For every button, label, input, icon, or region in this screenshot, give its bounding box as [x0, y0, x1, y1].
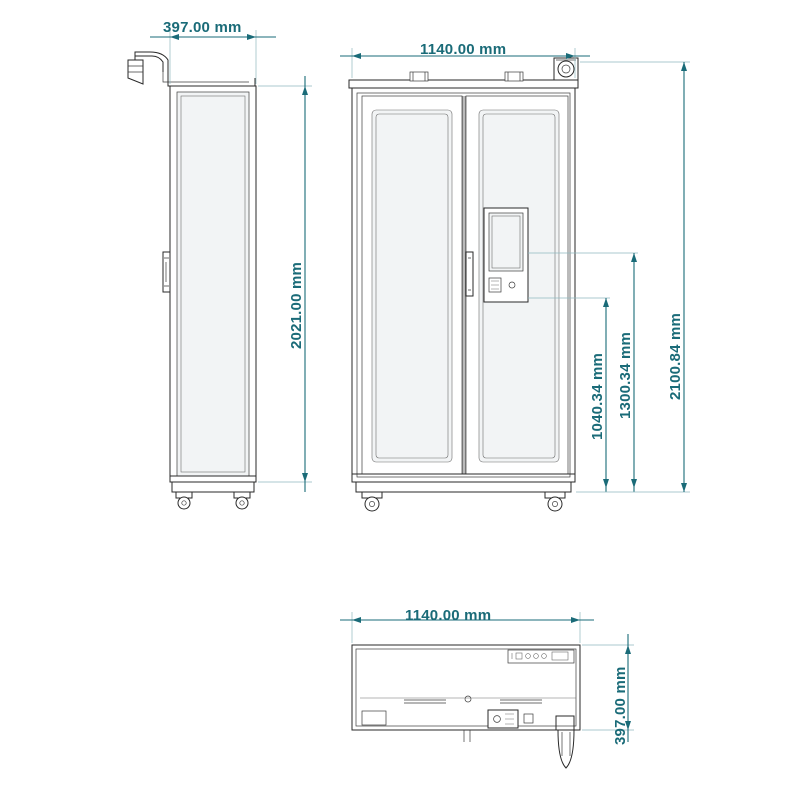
dim-label-front-total-height: 2100.84 mm: [667, 312, 684, 400]
top-view-geometry: [340, 612, 634, 768]
dim-label-top-depth: 397.00 mm: [612, 666, 629, 745]
side-view-geometry: [128, 30, 312, 509]
dim-label-top-width: 1140.00 mm: [405, 607, 492, 624]
dim-label-side-width: 397.00 mm: [163, 19, 242, 36]
dim-label-front-panel-height-inner: 1040.34 mm: [589, 352, 606, 440]
dim-label-front-width: 1140.00 mm: [420, 41, 507, 58]
dim-label-front-panel-height-outer: 1300.34 mm: [617, 331, 634, 419]
dim-label-side-height: 2021.00 mm: [288, 261, 305, 349]
front-view-geometry: [340, 48, 690, 511]
